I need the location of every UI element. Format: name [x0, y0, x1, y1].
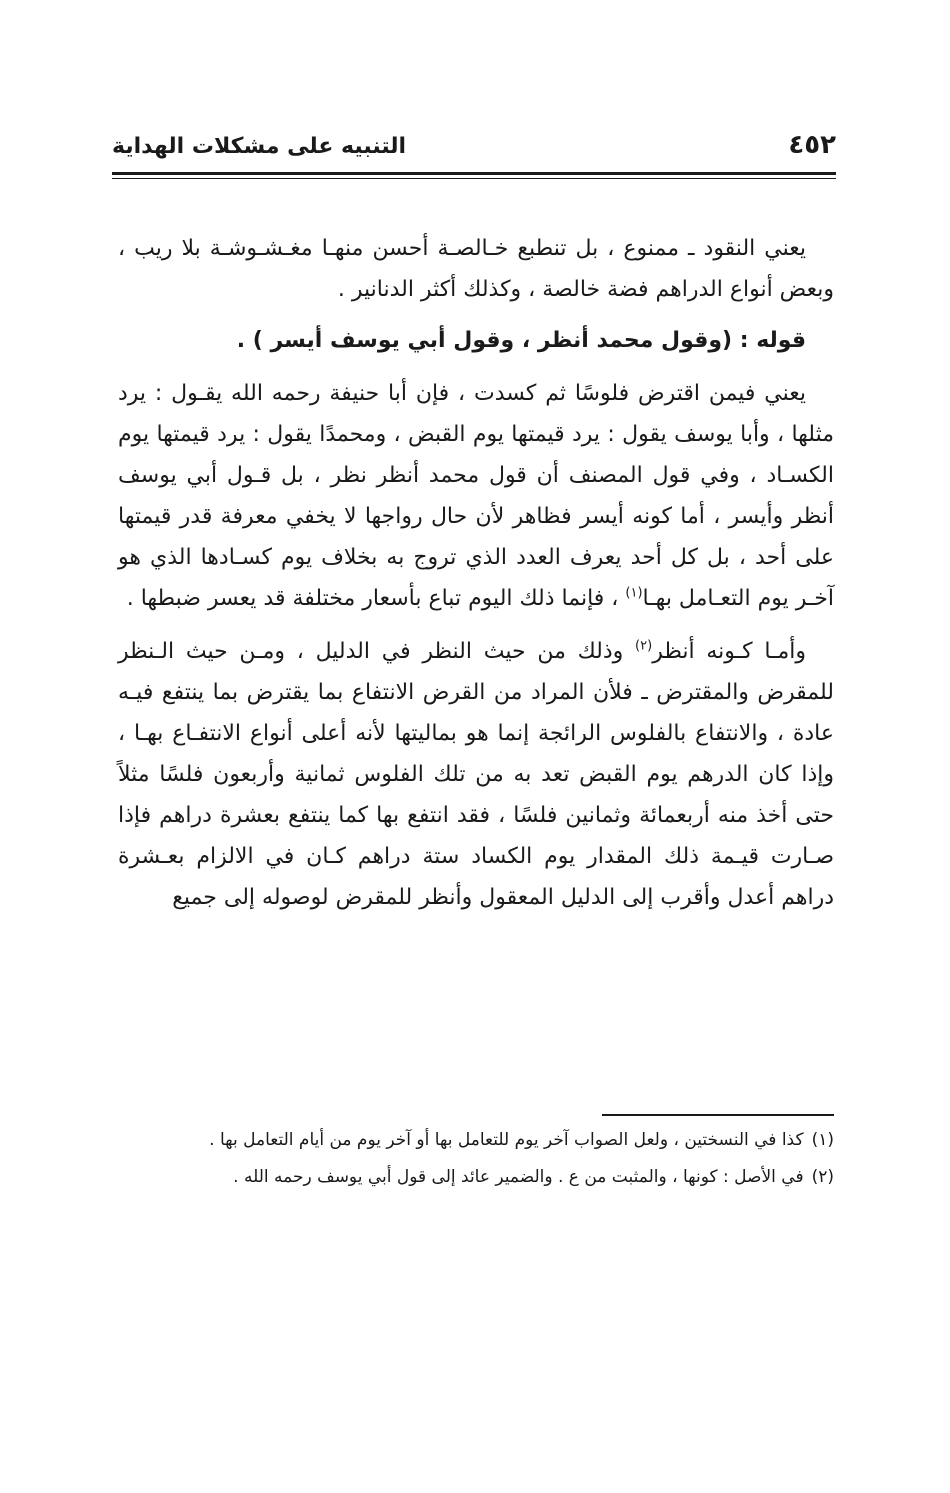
page-number: ٤٥٢	[788, 130, 836, 160]
paragraph-argument-text: وذلك من حيث النظر في الدليل ، ومـن حيث الـنظر للمقرض والمقترض ـ فلأن المراد من القرض الانتفاع بما يقترض بما ينتفع فيـه عادة ، والانتفاع بالفلوس الرائجة إنما هو بماليتها لأنه أعلى أنواع الانتفـاع بهـا ، وإذا كان الدرهم يوم القبض تعد به من تلك الفلوس ثمانية وأربعون فلسًا مثلاً حتى أخذ منه أربعمائة وثمانين فلسًا ، فقد انتفع بها كما ينتفع بعشرة دراهم فإذا صـارت قيـمة ذلك المقدار يوم الكساد ستة دراهم كـان في الالزام بعـشرة دراهم أعدل وأقرب إلى الدليل المعقول وأنظر للمقرض لوصوله إلى جميع	[118, 639, 834, 910]
footnote-text: في الأصل : كونها ، والمثبت من ع . والضمير عائد إلى قول أبي يوسف رحمه الله .	[233, 1167, 804, 1187]
paragraph-explanation-text-end: ، فإنما ذلك اليوم تباع بأسعار مختلفة قد يعسر ضبطها .	[126, 586, 626, 611]
footnote-text: كذا في النسختين ، ولعل الصواب آخر يوم للتعامل بها أو آخر يوم من أيام التعامل بها .	[209, 1130, 804, 1150]
header-rule-thick	[112, 172, 836, 175]
footnotes	[118, 1124, 834, 1198]
footnote-1	[118, 1124, 834, 1157]
paragraph-argument	[118, 631, 834, 918]
page-header	[112, 128, 836, 168]
main-text	[118, 228, 834, 918]
quoted-statement: قوله : (وقول محمد أنظر ، وقول أبي يوسف أيسر ) .	[236, 328, 806, 353]
footnote-number: (٢)	[811, 1167, 834, 1187]
footnote-separator	[602, 1114, 834, 1116]
paragraph-explanation	[118, 373, 834, 619]
running-title: التنبيه على مشكلات الهداية	[112, 134, 407, 159]
paragraph-explanation-text: يعني فيمن اقترض فلوسًا ثم كسدت ، فإن أبا حنيفة رحمه الله يقـول : يرد مثلها ، وأبا يوسف يقول : يرد قيمتها يوم القبض ، ومحمدًا يقول : يرد قيمتها يوم الكسـاد ، وفي قول المصنف أن قول محمد أنظر نظر ، بل قـول أبي يوسف أنظر وأيسر ، أما كونه أيسر فظاهر لأن حال رواجها لا يخفي معرفة قدر قيمتها على أحد ، بل كل أحد يعرف العدد الذي تروج به بخلاف يوم كسـادها الذي هو آخـر يوم التعـامل بهـا	[118, 381, 834, 611]
footnote-number: (١)	[811, 1130, 834, 1150]
footnote-ref-2: (٢)	[635, 638, 653, 654]
footnote-2	[118, 1161, 834, 1194]
paragraph-argument-text-start: وأمـا كـونه أنظر	[652, 639, 806, 664]
header-rule-thin	[112, 178, 836, 179]
paragraph-continuation: يعني النقود ـ ممنوع ، بل تنطبع خـالصـة أحسن منهـا مغـشـوشـة بلا ريب ، وبعض أنواع الدراهم فضة خالصة ، وكذلك أكثر الدنانير .	[118, 236, 834, 302]
footnote-ref-1: (١)	[625, 585, 643, 601]
